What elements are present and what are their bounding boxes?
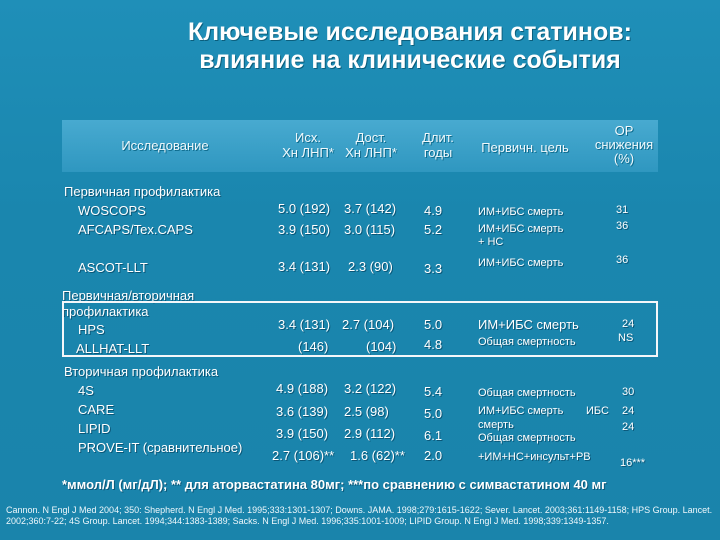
study-care: CARE <box>78 402 115 417</box>
prove-achieved: 1.6 (62)** <box>350 448 405 463</box>
woscops-duration: 4.9 <box>424 203 443 218</box>
lipid-duration: 6.1 <box>424 428 443 443</box>
study-afcaps: AFCAPS/Tex.CAPS <box>78 222 193 237</box>
care-endpoint: ИМ+ИБС смерть <box>478 405 564 417</box>
4s-baseline: 4.9 (188) <box>276 381 329 396</box>
title-line-2: влияние на клинические события <box>199 46 621 74</box>
4s-duration: 5.4 <box>424 384 443 399</box>
ascot-duration: 3.3 <box>424 261 443 276</box>
header-risk-reduction: ОР снижения (%) <box>594 123 654 166</box>
header-duration: Длит. годы <box>422 130 454 160</box>
allhat-duration: 4.8 <box>424 337 443 352</box>
header-endpoint: Первичн. цель <box>481 140 569 155</box>
hps-duration: 5.0 <box>424 317 443 332</box>
woscops-endpoint: ИМ+ИБС смерть <box>478 206 564 218</box>
allhat-achieved: (104) <box>366 339 397 354</box>
afcaps-baseline: 3.9 (150) <box>278 222 331 237</box>
ascot-rr: 36 <box>616 254 629 266</box>
care-duration: 5.0 <box>424 406 443 421</box>
section-primary: Первичная профилактика <box>64 184 221 199</box>
ascot-baseline: 3.4 (131) <box>278 259 331 274</box>
woscops-baseline: 5.0 (192) <box>278 201 331 216</box>
study-allhat: ALLHAT-LLT <box>76 341 150 356</box>
care-rr: 24 <box>622 405 635 417</box>
hps-achieved: 2.7 (104) <box>342 317 395 332</box>
study-hps: HPS <box>78 322 105 337</box>
prove-rr: 16*** <box>620 457 646 469</box>
prove-baseline: 2.7 (106)** <box>272 448 335 463</box>
header-achieved: Дост. Хн ЛНП* <box>345 130 397 160</box>
section-secondary: Вторичная профилактика <box>64 364 219 379</box>
title-line-1: Ключевые исследования статинов: <box>188 18 632 46</box>
hps-rr: 24 <box>622 318 635 330</box>
study-lipid: LIPID <box>78 421 111 436</box>
allhat-endpoint: Общая смертность <box>478 336 576 348</box>
lipid-rr: 24 <box>622 421 635 433</box>
prove-endpoint: +ИМ+НС+инсульт+РВ <box>478 451 591 463</box>
references: Cannon. N Engl J Med 2004; 350: Shepherd. N Engl J Med. 1995;333:1301-1307; Downs. JAMA. 1998;279:1615-1622; Sever. Lancet. 2003;361:1149-1158; HPS Group. Lancet. 2002;360:7-22; 4S Group. Lancet. 1994;344:1383-1389; Sacks. N Engl J Med. 1996;335:1001-1009; LIPID Group. N Engl J Med. 1998;339:1349-1357. <box>6 505 713 526</box>
hps-baseline: 3.4 (131) <box>278 317 331 332</box>
allhat-baseline: (146) <box>298 339 329 354</box>
lipid-achieved: 2.9 (112) <box>344 426 396 441</box>
section-primary-secondary: Первичная/вторичная профилактика <box>62 288 195 319</box>
study-4s: 4S <box>78 383 94 398</box>
study-woscops: WOSCOPS <box>78 203 146 218</box>
care-achieved: 2.5 (98) <box>344 404 389 419</box>
study-prove-it: PROVE-IT (сравнительное) <box>78 440 243 455</box>
page-title <box>100 18 720 74</box>
study-ascot: ASCOT-LLT <box>78 260 148 275</box>
4s-endpoint: Общая смертность <box>478 387 576 399</box>
afcaps-rr: 36 <box>616 220 629 232</box>
woscops-rr: 31 <box>616 204 629 216</box>
ascot-achieved: 2.3 (90) <box>348 259 393 274</box>
lipid-baseline: 3.9 (150) <box>276 426 329 441</box>
header-baseline: Исх. Хн ЛНП* <box>282 130 334 160</box>
afcaps-achieved: 3.0 (115) <box>344 222 396 237</box>
lipid-endpoint: смерть Общая смертность <box>478 419 576 444</box>
hps-endpoint: ИМ+ИБС смерть <box>478 317 579 332</box>
4s-rr: 30 <box>622 386 635 398</box>
woscops-achieved: 3.7 (142) <box>344 201 397 216</box>
care-baseline: 3.6 (139) <box>276 404 329 419</box>
allhat-rr: NS <box>618 332 634 344</box>
ascot-endpoint: ИМ+ИБС смерть <box>478 257 564 269</box>
care-rr-prefix: ИБС <box>586 405 609 417</box>
footnote: *ммол/Л (мг/дЛ); ** для аторвастатина 80мг; ***по сравнению с симвастатином 40 мг <box>62 477 607 492</box>
4s-achieved: 3.2 (122) <box>344 381 397 396</box>
header-study: Исследование <box>121 138 209 153</box>
prove-duration: 2.0 <box>424 448 443 463</box>
afcaps-endpoint: ИМ+ИБС смерть + НС <box>478 223 564 248</box>
afcaps-duration: 5.2 <box>424 222 443 237</box>
